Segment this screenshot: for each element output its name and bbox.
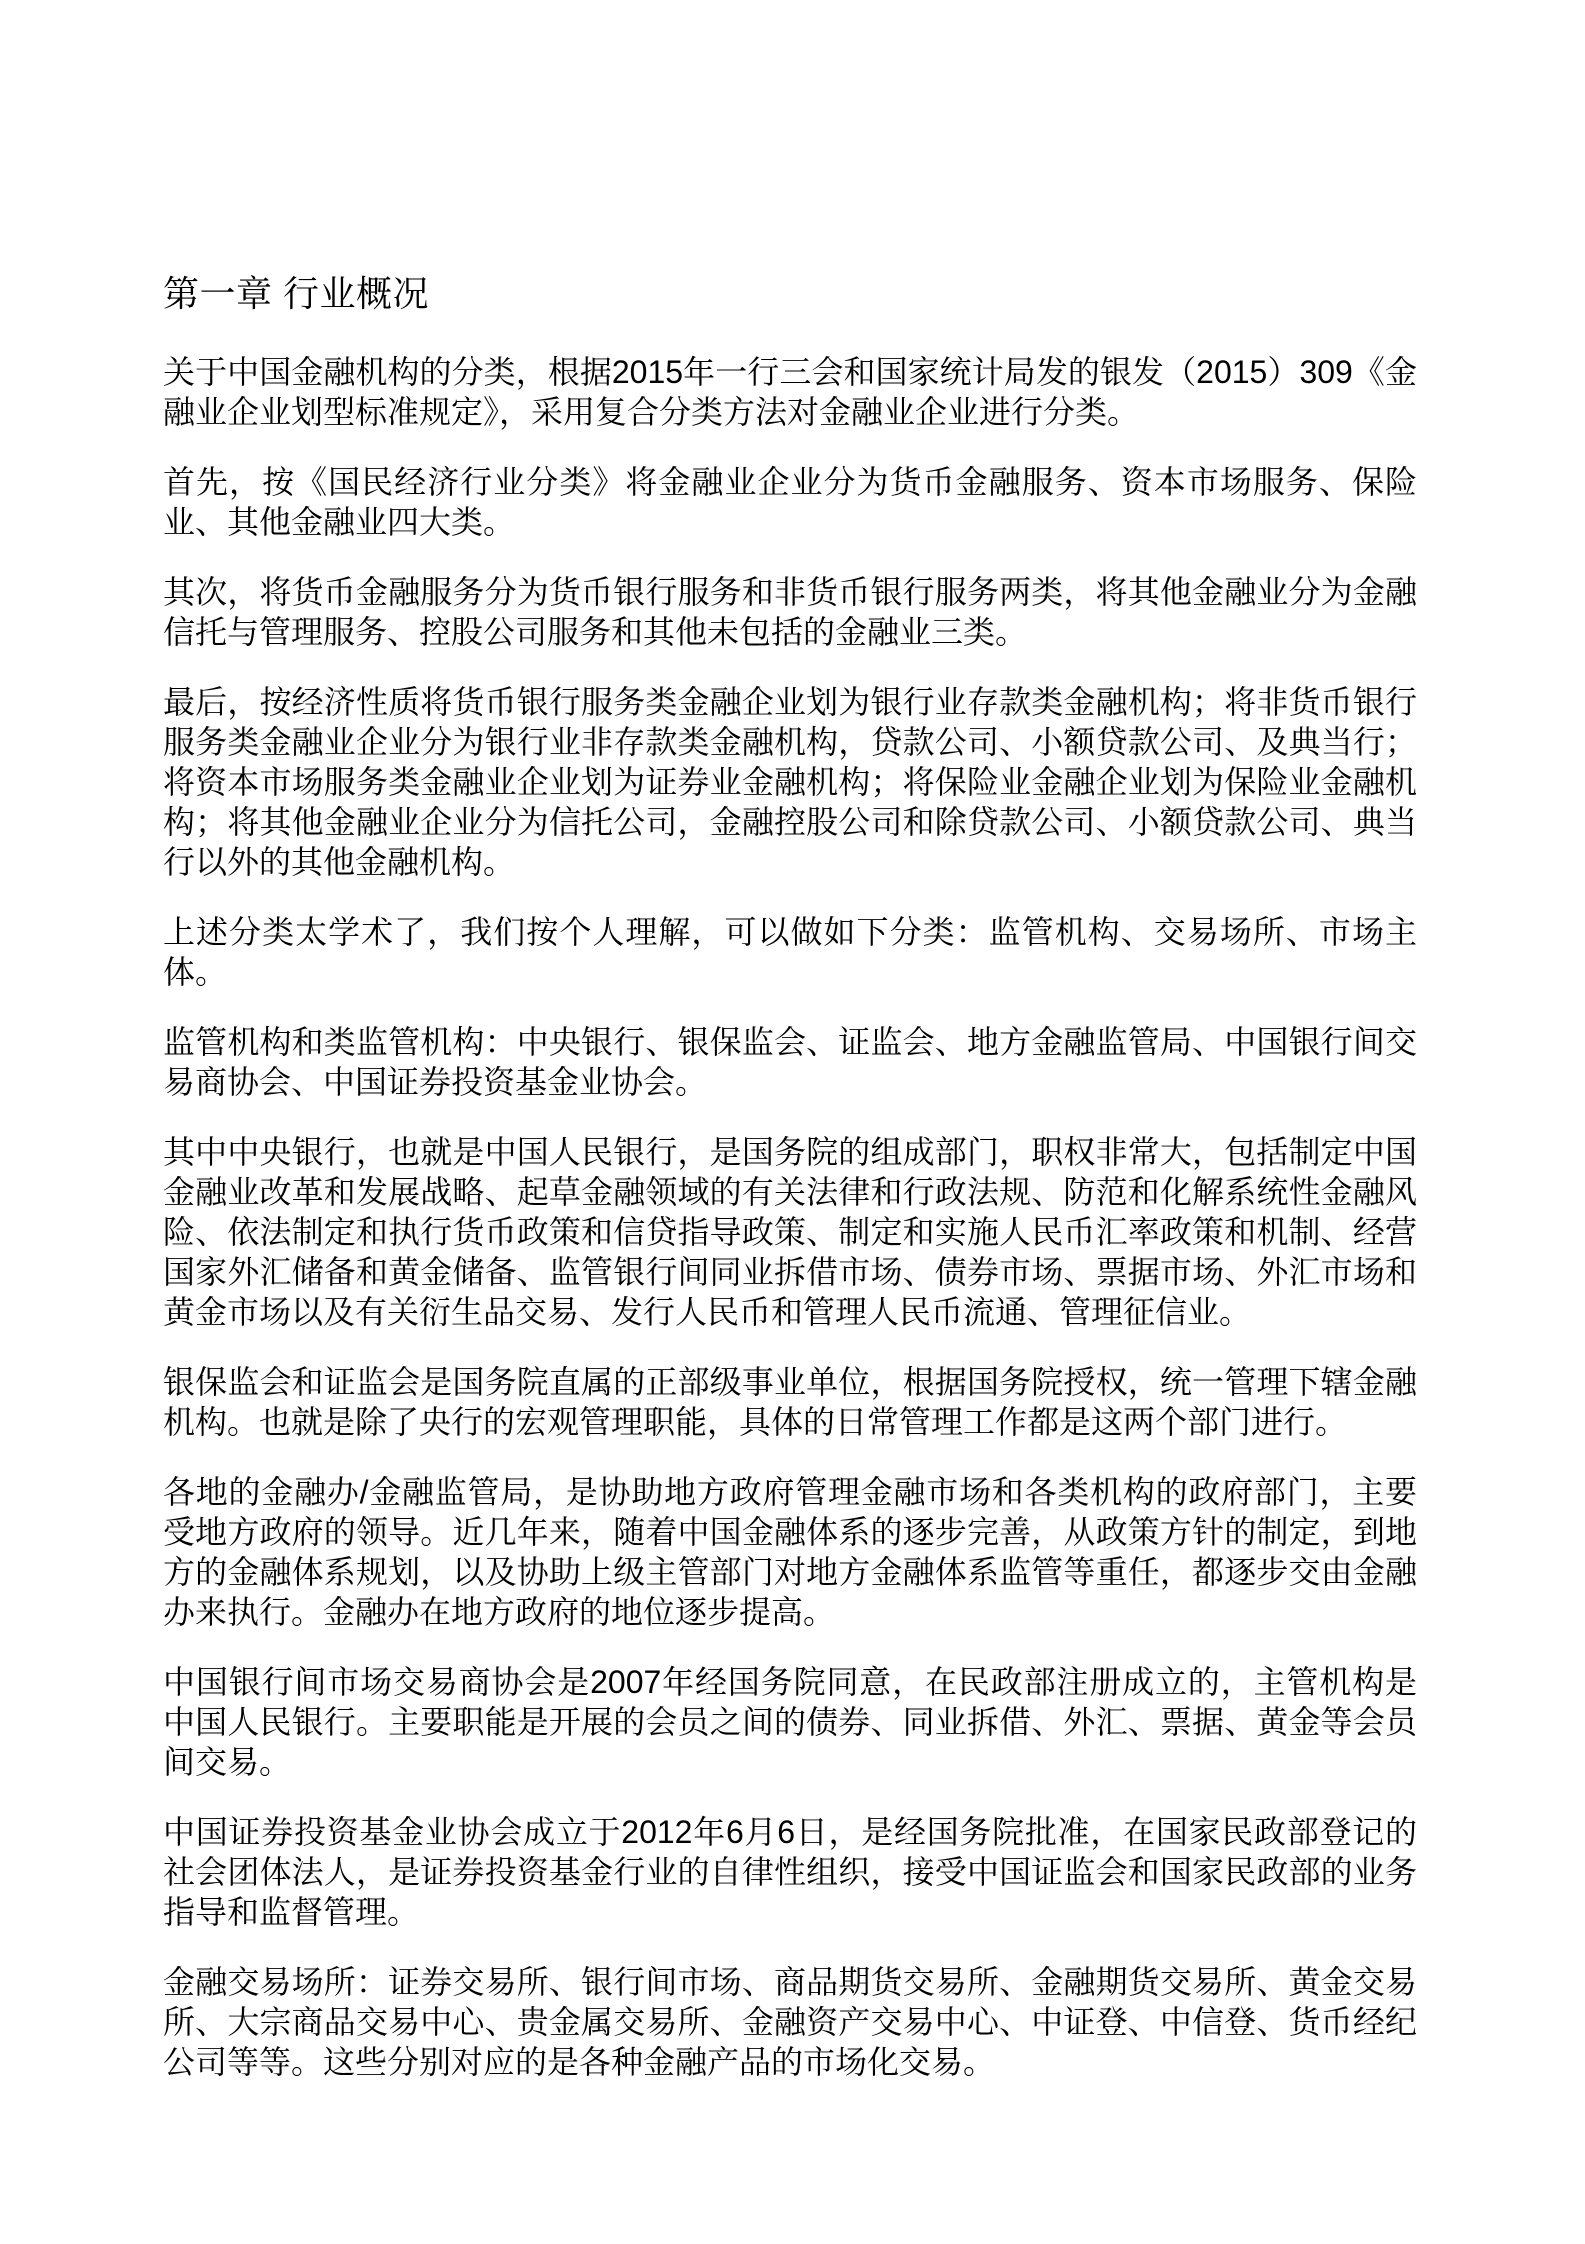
paragraph-amac: 中国证券投资基金业协会成立于2012年6月6日，是经国务院批准，在国家民政部登记的社会团体法人，是证券投资基金行业的自律性组织，接受中国证监会和国家民政部的业务指导和监督管理。 bbox=[163, 1814, 1417, 1930]
paragraph-classification-intro: 关于中国金融机构的分类，根据2015年一行三会和国家统计局发的银发（2015）309《金融业企业划型标准规定》，采用复合分类方法对金融业企业进行分类。 bbox=[163, 354, 1417, 430]
chapter-heading: 第一章 行业概况 bbox=[163, 273, 430, 314]
paragraph-trading-venues: 金融交易场所：证券交易所、银行间市场、商品期货交易所、金融期货交易所、黄金交易所、大宗商品交易中心、贵金属交易所、金融资产交易中心、中证登、中信登、货币经纪公司等等。这些分别对应的是各种金融产品的市场化交易。 bbox=[163, 1964, 1417, 2080]
paragraph-regulators-list: 监管机构和类监管机构：中央银行、银保监会、证监会、地方金融监管局、中国银行间交易商协会、中国证券投资基金业协会。 bbox=[163, 1024, 1417, 1100]
paragraph-cbirc-csrc: 银保监会和证监会是国务院直属的正部级事业单位，根据国务院授权，统一管理下辖金融机构。也就是除了央行的宏观管理职能，具体的日常管理工作都是这两个部门进行。 bbox=[163, 1364, 1417, 1440]
paragraph-first-classification: 首先，按《国民经济行业分类》将金融业企业分为货币金融服务、资本市场服务、保险业、其他金融业四大类。 bbox=[163, 464, 1417, 540]
paragraph-personal-classification: 上述分类太学术了，我们按个人理解，可以做如下分类：监管机构、交易场所、市场主体。 bbox=[163, 914, 1417, 990]
paragraph-second-classification: 其次，将货币金融服务分为货币银行服务和非货币银行服务两类，将其他金融业分为金融信托与管理服务、控股公司服务和其他未包括的金融业三类。 bbox=[163, 574, 1417, 650]
paragraph-nafmii: 中国银行间市场交易商协会是2007年经国务院同意，在民政部注册成立的，主管机构是中国人民银行。主要职能是开展的会员之间的债券、同业拆借、外汇、票据、黄金等会员间交易。 bbox=[163, 1664, 1417, 1780]
paragraph-last-classification: 最后，按经济性质将货币银行服务类金融企业划为银行业存款类金融机构；将非货币银行服务类金融业企业分为银行业非存款类金融机构，贷款公司、小额贷款公司、及典当行；将资本市场服务类金融业企业划为证券业金融机构；将保险业金融企业划为保险业金融机构；将其他金融业企业分为信托公司，金融控股公司和除贷款公司、小额贷款公司、典当行以外的其他金融机构。 bbox=[163, 684, 1417, 880]
paragraph-local-finance-office: 各地的金融办/金融监管局，是协助地方政府管理金融市场和各类机构的政府部门，主要受地方政府的领导。近几年来，随着中国金融体系的逐步完善，从政策方针的制定，到地方的金融体系规划，以及协助上级主管部门对地方金融体系监管等重任，都逐步交由金融办来执行。金融办在地方政府的地位逐步提高。 bbox=[163, 1474, 1417, 1630]
paragraph-central-bank: 其中中央银行，也就是中国人民银行，是国务院的组成部门，职权非常大，包括制定中国金融业改革和发展战略、起草金融领域的有关法律和行政法规、防范和化解系统性金融风险、依法制定和执行货币政策和信贷指导政策、制定和实施人民币汇率政策和机制、经营国家外汇储备和黄金储备、监管银行间同业拆借市场、债券市场、票据市场、外汇市场和黄金市场以及有关衍生品交易、发行人民币和管理人民币流通、管理征信业。 bbox=[163, 1134, 1417, 1330]
